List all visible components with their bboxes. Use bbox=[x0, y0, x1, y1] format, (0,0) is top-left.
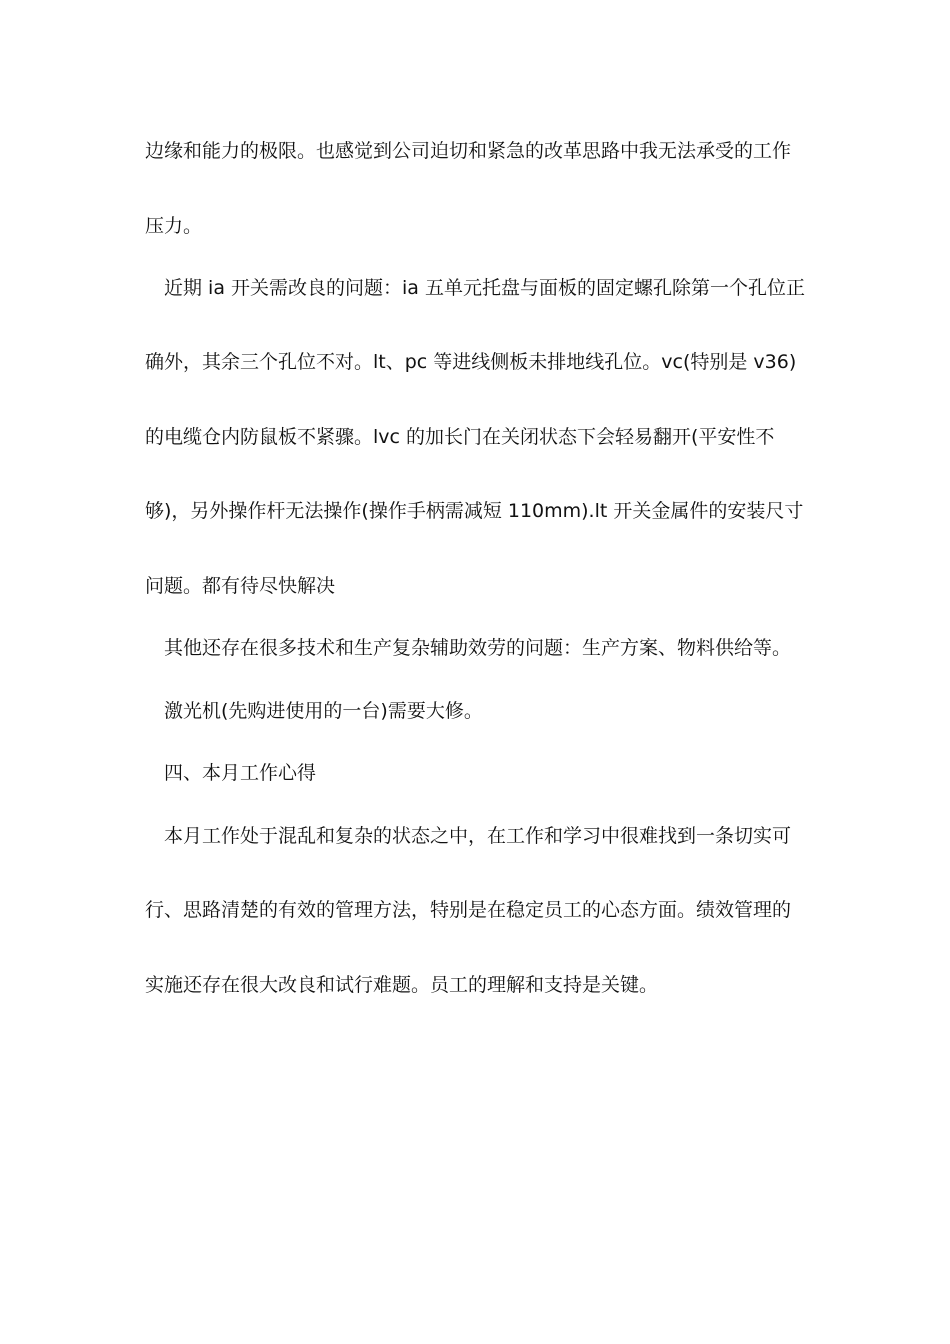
paragraph-line: 激光机(先购进使用的一台)需要大修。 bbox=[164, 700, 483, 722]
paragraph-line: 问题。都有待尽快解决 bbox=[145, 575, 336, 597]
paragraph-line: 的电缆仓内防鼠板不紧骤。lvc 的加长门在关闭状态下会轻易翻开(平安性不 bbox=[145, 426, 775, 448]
paragraph-line: 确外，其余三个孔位不对。lt、pc 等进线侧板未排地线孔位。vc(特别是 v36) bbox=[145, 351, 797, 373]
paragraph-line: 其他还存在很多技术和生产复杂辅助效劳的问题：生产方案、物料供给等。 bbox=[164, 637, 792, 659]
paragraph-line: 近期 ia 开关需改良的问题：ia 五单元托盘与面板的固定螺孔除第一个孔位正 bbox=[164, 277, 805, 299]
paragraph-line: 实施还存在很大改良和试行难题。员工的理解和支持是关键。 bbox=[145, 974, 659, 996]
paragraph-line: 本月工作处于混乱和复杂的状态之中，在工作和学习中很难找到一条切实可 bbox=[164, 825, 792, 847]
section-heading: 四、本月工作心得 bbox=[164, 762, 317, 784]
paragraph-line: 压力。 bbox=[145, 215, 203, 237]
paragraph-line: 行、思路清楚的有效的管理方法，特别是在稳定员工的心态方面。绩效管理的 bbox=[145, 899, 792, 921]
paragraph-line: 边缘和能力的极限。也感觉到公司迫切和紧急的改革思路中我无法承受的工作 bbox=[145, 140, 792, 162]
paragraph-line: 够)，另外操作杆无法操作(操作手柄需减短 110mm).lt 开关金属件的安装尺寸 bbox=[145, 500, 804, 522]
